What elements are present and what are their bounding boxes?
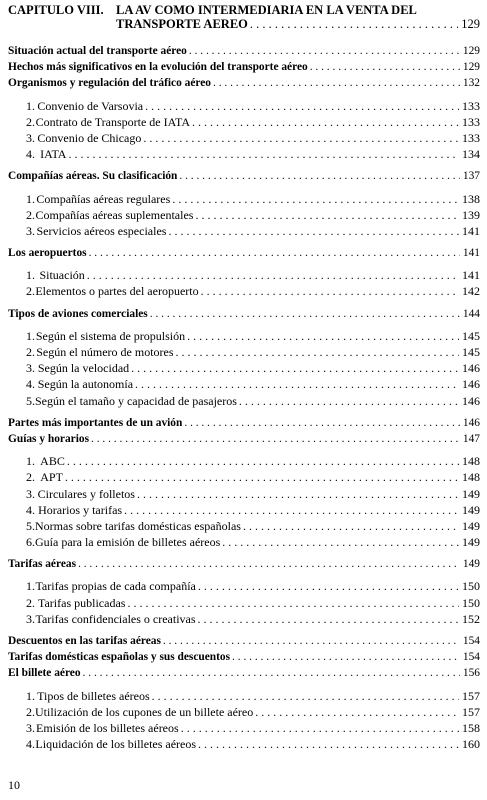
entry-number: 3. [26,361,35,376]
entry-page-number: 154 [462,651,480,664]
entry-number: 2. [26,470,35,485]
entry-title: APT [40,470,63,485]
leader-dots [131,360,459,376]
leader-dots [168,223,459,239]
toc-subsection-entry [8,578,480,594]
toc-subsection-entry [8,611,480,627]
toc-section-entry [8,633,480,649]
leader-dots [68,146,459,162]
chapter-page-number: 129 [461,17,480,31]
leader-dots [152,688,459,704]
leader-dots [91,431,460,447]
entry-page-number: 133 [462,130,480,145]
toc-group [8,415,480,447]
leader-dots [198,736,459,752]
chapter-title-line-2: TRANSPORTE AEREO [116,17,248,31]
toc-subsection-entry [8,720,480,736]
leader-dots [65,469,459,485]
toc-subsection-entry [8,486,480,502]
entry-title: Organismos y regulación del tráfico aéreo [8,77,211,90]
toc-entries [8,43,480,752]
entry-page-number: 142 [462,284,480,299]
toc-subsection-entry [8,360,480,376]
entry-page-number: 129 [462,45,480,57]
toc-subsection-entry [8,130,480,146]
entry-page-number: 149 [462,558,480,571]
toc-subsection-entry [8,453,480,469]
entry-title: IATA [40,147,67,162]
entry-page-number: 152 [462,611,480,626]
entry-page-number: 148 [462,454,480,469]
entry-number: 1. [26,688,35,703]
entry-number: 1. [26,454,35,469]
entry-number: 3. [26,130,35,145]
leader-dots [179,168,460,184]
entry-title: Tipos de billetes aéreos [37,688,150,703]
entry-page-number: 160 [462,737,480,752]
entry-page-number: 133 [462,114,480,129]
leader-dots [184,415,460,431]
entry-title: Los aeropuertos [8,247,87,260]
chapter-title [116,3,461,31]
leader-dots [67,453,459,469]
entry-number: 3. [26,223,35,238]
toc-group [8,267,480,299]
toc-group [8,688,480,753]
entry-title: Horarios y tarifas [38,502,123,517]
entry-number: 3. [26,720,35,735]
toc-group [8,578,480,627]
entry-page-number: 150 [462,579,480,594]
entry-title: Tarifas propias de cada compañía [35,579,196,594]
entry-page-number: 139 [462,207,480,222]
leader-dots [181,720,459,736]
entry-title: Situación actual del transporte aéreo [8,45,187,57]
toc-subsection-entry [8,344,480,360]
entry-page-number: 154 [462,635,480,647]
entry-title: ABC [40,454,65,469]
entry-page-number: 146 [462,361,480,376]
entry-title: Tarifas aéreas [8,558,77,571]
leader-dots [201,283,459,299]
toc-subsection-entry [8,207,480,223]
entry-number: 4. [26,377,35,392]
leader-dots [78,556,460,572]
toc-subsection-entry [8,393,480,409]
entry-page-number: 149 [462,518,480,533]
toc-subsection-entry [8,518,480,534]
toc-section-entry [8,245,480,261]
entry-page-number: 144 [462,307,480,320]
entry-title: Descuentos en las tarifas aéreas [8,635,161,647]
leader-dots [143,130,459,146]
entry-number: 2. [26,284,35,299]
toc-subsection-entry [8,98,480,114]
entry-number: 4. [26,737,35,752]
toc-section-entry [8,75,480,91]
entry-page-number: 132 [462,77,480,90]
entry-number: 2. [26,704,35,719]
toc-group [8,98,480,163]
leader-dots [232,649,460,665]
entry-title: Servicios aéreos especiales [36,223,167,238]
toc-section-entry [8,59,480,75]
toc-subsection-entry [8,595,480,611]
entry-title: Elementos o partes del aeropuerto [35,284,199,299]
entry-page-number: 141 [462,247,480,260]
entry-title: Guías y horarios [8,432,90,445]
entry-page-number: 156 [462,667,480,680]
entry-page-number: 141 [462,268,480,283]
leader-dots [239,393,459,409]
entry-title: Compañías aéreas suplementales [35,207,194,222]
entry-title: Situación [39,268,85,283]
entry-number: 2. [26,207,35,222]
toc-subsection-entry [8,376,480,392]
leader-dots [198,578,459,594]
toc-subsection-entry [8,328,480,344]
entry-title: El billete aéreo [8,667,81,680]
toc-section-entry [8,556,480,572]
table-of-contents [8,0,480,752]
toc-section-entry [8,415,480,431]
leader-dots [87,267,459,283]
toc-subsection-entry [8,736,480,752]
leader-dots [172,191,459,207]
entry-page-number: 133 [462,98,480,113]
toc-subsection-entry [8,502,480,518]
leader-dots [83,665,460,681]
entry-page-number: 145 [462,345,480,359]
entry-number: 1. [26,191,35,206]
entry-title: Según la velocidad [37,361,130,376]
entry-title: Tarifas confidenciales o creativas [35,611,196,626]
entry-number: 1. [26,98,35,113]
entry-page-number: 150 [462,595,480,610]
entry-number: 1. [26,579,35,594]
leader-dots [198,611,459,627]
leader-dots [310,59,460,75]
entry-title: Según la autonomía [37,377,134,392]
entry-page-number: 146 [462,393,480,408]
entry-title: Utilización de los cupones de un billete aéreo [35,704,254,719]
toc-section-entry [8,168,480,184]
leader-dots [89,245,460,261]
leader-dots [243,518,459,534]
leader-dots [195,207,459,223]
entry-page-number: 158 [462,720,480,735]
toc-section-entry [8,43,480,59]
entry-page-number: 134 [462,147,480,162]
page-footer [8,778,20,793]
entry-title: Partes más importantes de un avión [8,416,183,429]
entry-number: 4. [26,147,35,162]
leader-dots [145,98,459,114]
leader-dots [127,595,459,611]
toc-subsection-entry [8,704,480,720]
entry-page-number: 146 [462,416,480,429]
entry-page-number: 141 [462,223,480,238]
entry-title: Tarifas domésticas españolas y sus descuentos [8,651,231,664]
entry-title: Según el tamaño y capacidad de pasajeros [35,393,237,408]
entry-page-number: 137 [462,170,480,183]
toc-subsection-entry [8,114,480,130]
entry-title: Según el número de motores [36,345,174,359]
toc-group [8,245,480,261]
toc-section-entry [8,431,480,447]
chapter-heading [8,3,480,37]
leader-dots [213,75,460,91]
entry-number: 1. [26,328,35,343]
entry-number: 2. [26,114,35,129]
entry-page-number: 138 [462,191,480,206]
entry-title: Compañías aéreas. Su clasificación [8,170,178,183]
toc-group [8,191,480,240]
entry-page-number: 149 [462,502,480,517]
entry-number: 3. [26,486,35,501]
leader-dots [150,306,460,322]
toc-subsection-entry [8,469,480,485]
entry-page-number: 147 [462,432,480,445]
entry-page-number: 146 [462,377,480,392]
entry-number: 5. [26,393,35,408]
entry-number: 5. [26,518,35,533]
leader-dots [255,704,459,720]
entry-title: Convenio de Chicago [37,130,142,145]
entry-title: Compañías aéreas regulares [36,191,171,206]
leader-dots [176,344,459,360]
entry-number: 1. [26,268,35,283]
entry-title: Circulares y folletos [37,486,135,501]
entry-page-number: 145 [462,328,480,343]
toc-group [8,556,480,572]
toc-subsection-entry [8,534,480,550]
entry-title: Convenio de Varsovia [37,98,144,113]
entry-title: Tipos de aviones comerciales [8,307,148,320]
entry-page-number: 149 [462,486,480,501]
leader-dots [222,534,459,550]
toc-group [8,328,480,409]
toc-subsection-entry [8,146,480,162]
entry-title: Según el sistema de propulsión [35,328,186,343]
toc-section-entry [8,306,480,322]
entry-number: 6. [26,535,35,550]
folio-number: 10 [8,778,20,792]
leader-dots [135,376,459,392]
leader-dots [189,43,460,59]
toc-group [8,453,480,550]
toc-subsection-entry [8,223,480,239]
entry-title: Normas sobre tarifas domésticas españolas [35,518,241,533]
leader-dots [124,502,459,518]
toc-subsection-entry [8,283,480,299]
entry-title: Guía para la emisión de billetes aéreos [35,535,221,550]
entry-number: 2. [26,595,35,610]
toc-section-entry [8,649,480,665]
leader-dots [250,17,458,31]
toc-group [8,43,480,92]
toc-group [8,633,480,682]
entry-number: 2. [26,345,35,359]
toc-subsection-entry [8,267,480,283]
leader-dots [192,114,459,130]
chapter-title-line-1: LA AV COMO INTERMEDIARIA EN LA VENTA DEL [116,3,417,17]
entry-title: Contrato de Transporte de IATA [35,114,190,129]
entry-title: Liquidación de los billetes aéreos [35,737,197,752]
entry-page-number: 149 [462,535,480,550]
toc-section-entry [8,665,480,681]
leader-dots [163,633,460,649]
toc-group [8,168,480,184]
leader-dots [187,328,459,344]
toc-subsection-entry [8,191,480,207]
toc-group [8,306,480,322]
entry-page-number: 157 [462,704,480,719]
entry-page-number: 129 [462,61,480,74]
toc-subsection-entry [8,688,480,704]
entry-page-number: 148 [462,470,480,485]
chapter-number: CAPITULO VIII. [8,3,104,17]
entry-number: 3. [26,611,35,626]
entry-title: Tarifas publicadas [37,595,126,610]
entry-title: Emisión de los billetes aéreos [36,720,179,735]
entry-title: Hechos más significativos en la evolución del transporte aéreo [8,61,308,74]
entry-page-number: 157 [462,688,480,703]
entry-number: 4. [26,502,35,517]
leader-dots [137,486,459,502]
